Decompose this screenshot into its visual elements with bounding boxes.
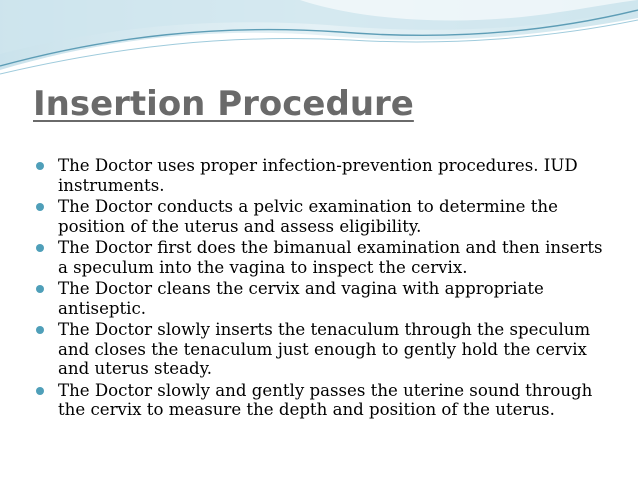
bullet-icon <box>36 244 44 252</box>
list-item <box>36 197 606 236</box>
list-item <box>36 238 606 277</box>
bullet-text: The Doctor conducts a pelvic examination to determine the position of the uterus and assess eligibility. <box>58 197 558 236</box>
bullet-text: The Doctor uses proper infection-prevention procedures. IUD instruments. <box>58 156 578 195</box>
bullet-icon <box>36 203 44 211</box>
list-item <box>36 156 606 195</box>
list-item <box>36 381 606 420</box>
list-item <box>36 320 606 379</box>
bullet-text: The Doctor cleans the cervix and vagina with appropriate antiseptic. <box>58 279 544 318</box>
bullet-icon <box>36 162 44 170</box>
bullet-text: The Doctor slowly inserts the tenaculum through the speculum and closes the tenaculum just enough to gently hold the cervix and uterus steady. <box>58 320 591 378</box>
header-wave-decoration <box>0 0 638 80</box>
bullet-list <box>36 156 606 422</box>
bullet-text: The Doctor slowly and gently passes the uterine sound through the cervix to measure the depth and position of the uterus. <box>58 380 593 419</box>
bullet-icon <box>36 285 44 293</box>
bullet-icon <box>36 326 44 334</box>
bullet-icon <box>36 387 44 395</box>
list-item <box>36 279 606 318</box>
slide-title: Insertion Procedure <box>33 84 414 124</box>
bullet-text: The Doctor first does the bimanual examination and then inserts a speculum into the vagina to inspect the cervix. <box>58 238 603 277</box>
